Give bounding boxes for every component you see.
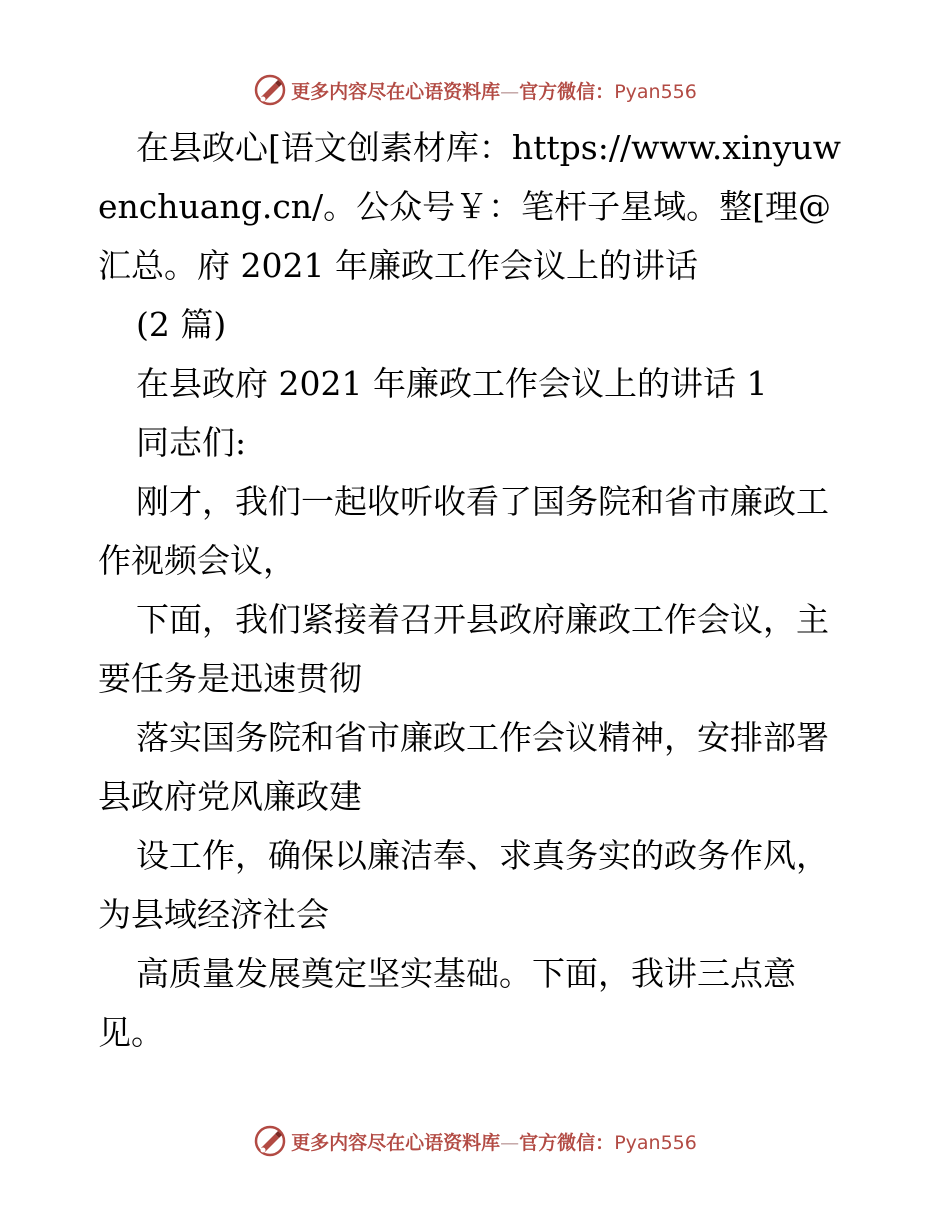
watermark-wechat-id: Pyan556 — [614, 80, 697, 103]
footer-watermark — [0, 1121, 950, 1161]
watermark-dash: — — [500, 1131, 520, 1154]
paragraph-count: (2 篇) — [136, 305, 227, 344]
watermark-main-text: 更多内容尽在心语资料库 — [291, 80, 501, 103]
paragraph-body-1: 刚才，我们一起收听收看了国务院和省市廉政工作视频会议， — [98, 482, 829, 580]
document-body — [98, 118, 858, 1062]
paragraph-body-5: 高质量发展奠定坚实基础。下面，我讲三点意见。 — [98, 954, 796, 1052]
watermark-dash: — — [500, 80, 520, 103]
paragraph-salutation: 同志们: — [136, 423, 247, 462]
paragraph-body-3: 落实国务院和省市廉政工作会议精神，安排部署县政府党风廉政建 — [98, 718, 829, 816]
watermark-official-label: 官方微信： — [519, 1131, 615, 1154]
paragraph-body-4: 设工作，确保以廉洁奉、求真务实的政务作风，为县域经济社会 — [98, 836, 829, 934]
watermark-main-text: 更多内容尽在心语资料库 — [291, 1131, 501, 1154]
watermark-official-label: 官方微信： — [519, 80, 615, 103]
header-watermark — [0, 70, 950, 110]
paragraph-title: 在县政心[语文创素材库：https://www.xinyuwenchuang.cn/。公众号￥：笔杆子星域。整[理@汇总。府 2021 年廉政工作会议上的讲话 — [98, 128, 841, 285]
watermark-wechat-id: Pyan556 — [614, 1131, 697, 1154]
pen-logo-icon — [253, 1124, 287, 1158]
paragraph-subtitle: 在县政府 2021 年廉政工作会议上的讲话 1 — [136, 364, 768, 403]
paragraph-body-2: 下面，我们紧接着召开县政府廉政工作会议，主要任务是迅速贯彻 — [98, 600, 829, 698]
pen-logo-icon — [253, 73, 287, 107]
